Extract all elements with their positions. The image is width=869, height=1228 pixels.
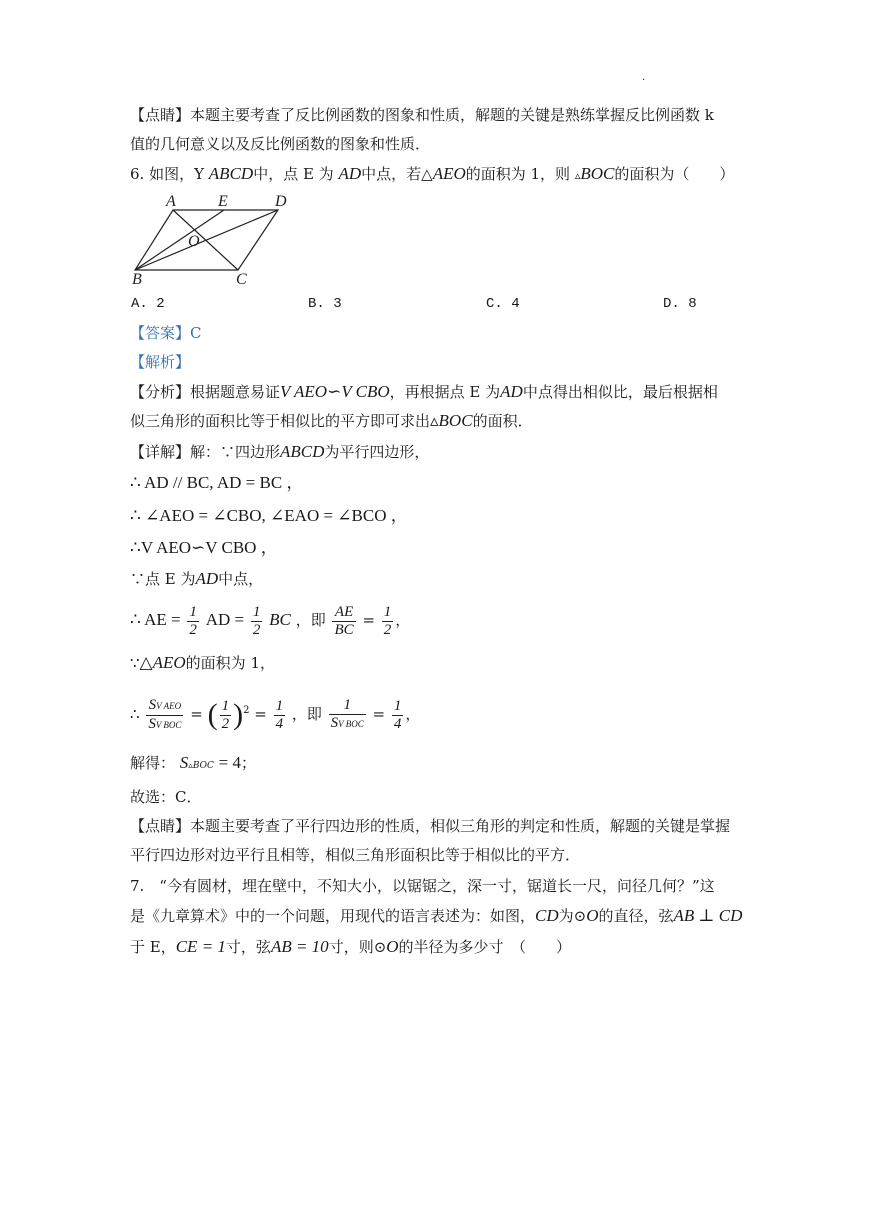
s5c: BC bbox=[269, 610, 291, 629]
s4c: 中点， bbox=[218, 570, 264, 588]
q6-tri: △ bbox=[421, 165, 433, 183]
label-a: A bbox=[166, 193, 176, 210]
parallelogram-figure bbox=[128, 190, 298, 285]
q6-stem bbox=[130, 163, 749, 187]
step-5 bbox=[130, 600, 749, 640]
s4a: ∵点 E 为 bbox=[130, 570, 196, 588]
q7-line-1: 7. “今有圆材，埋在壁中，不知大小，以锯锯之，深一寸，锯道长一尺，问径几何？”这 bbox=[130, 877, 715, 895]
s6a: ∵ bbox=[130, 654, 140, 672]
fenxi-b: ，再根据点 E 为 bbox=[389, 383, 501, 401]
dianjing-line-2: 平行四边形对边平行且相等，相似三角形面积比等于相似比的平方． bbox=[130, 846, 581, 864]
q6-ad: AD bbox=[338, 164, 362, 183]
s8d: ； bbox=[241, 754, 257, 772]
s5d: ，即 bbox=[295, 611, 326, 629]
fenxi-line-2 bbox=[130, 410, 749, 432]
s5g: ， bbox=[395, 611, 411, 629]
frac-one-over-s: $\frac{1}{\text{SV BOC}}$ bbox=[330, 697, 364, 731]
s8sub: ▵BOC bbox=[188, 761, 214, 771]
frac-1: $\frac{1}{2}$ bbox=[189, 603, 197, 638]
fenxi-c: 中点得出相似比，最后根据相 bbox=[522, 383, 718, 401]
header-mark: . bbox=[642, 72, 646, 83]
s7eq2: = bbox=[254, 705, 267, 723]
frac-quarter-2: $\frac{1}{4}$ bbox=[393, 697, 402, 732]
option-a: A. 2 bbox=[131, 296, 165, 312]
step-8 bbox=[130, 752, 749, 777]
frac-2: $\frac{1}{2}$ bbox=[252, 603, 261, 638]
q6-pg: Y bbox=[194, 165, 205, 183]
frac-4: $\frac{1}{2}$ bbox=[383, 603, 392, 638]
step-2: ∴ ∠AEO = ∠CBO, ∠EAO = ∠BCO ， bbox=[130, 506, 408, 525]
frac-3: $\frac{AE}{BC}$ bbox=[334, 603, 354, 638]
xiang-abcd: ABCD bbox=[280, 442, 325, 461]
fenxi-a: 【分析】根据题意易证 bbox=[130, 383, 281, 401]
s7a: ∴ bbox=[130, 705, 140, 723]
q6-boc: BOC bbox=[580, 164, 615, 183]
s5b: AD = bbox=[205, 610, 245, 629]
dianjing-line-1: 【点睛】本题主要考查了平行四边形的性质，相似三角形的判定和性质，解题的关键是掌握 bbox=[130, 817, 731, 835]
label-c: C bbox=[236, 271, 247, 285]
label-o: O bbox=[188, 233, 200, 250]
s5e: = bbox=[362, 611, 376, 629]
q6-text-b: 中，点 E 为 bbox=[253, 165, 334, 183]
label-d: D bbox=[275, 193, 287, 210]
option-c: C. 4 bbox=[486, 296, 520, 312]
answer: 【答案】C bbox=[130, 324, 202, 342]
fenxi-ad: AD bbox=[500, 382, 523, 401]
option-d: D. 8 bbox=[663, 296, 697, 312]
p1-line-2: 值的几何意义以及反比例函数的图象和性质． bbox=[130, 135, 431, 153]
segment-be bbox=[135, 210, 224, 270]
p1-line-1: 【点睛】本题主要考查了反比例函数的图象和性质，解题的关键是熟练掌握反比例函数 k bbox=[130, 106, 714, 124]
step-3: ∴V AEO∽V CBO ， bbox=[130, 538, 278, 557]
q6-tri2: ▵ bbox=[574, 169, 581, 182]
frac-s-ratio: $\frac{\text{SV AEO}}{\text{SV BOC}}$ bbox=[148, 696, 182, 732]
s7mid: ，即 bbox=[291, 705, 322, 723]
fenxi-line-1 bbox=[130, 381, 749, 403]
step-7: ∴ $\frac{\text{SV AEO}}{\text{SV BOC}}$ = ( $\frac{1}{2}$ )$^2$ = $\frac{1}{4}$ ，即 $\frac{1}{\text{SV BOC}}$ = $\frac{1}{4}$ ， bbox=[130, 696, 421, 732]
q6-text-e: 的面积为（ ） bbox=[614, 165, 735, 183]
xiang-line bbox=[130, 441, 749, 463]
q6-text-c: 中点，若 bbox=[361, 165, 422, 183]
s7eq3: = bbox=[372, 705, 386, 723]
step-1: ∴ AD // BC, AD = BC ， bbox=[130, 473, 304, 492]
xiang-b: 为平行四边形， bbox=[324, 443, 430, 461]
q7-line-3: 于 E，CE = 1寸，弦AB = 10寸，则⊙O的半径为多少寸 （ ） bbox=[130, 937, 572, 956]
fenxi-l2c: 的面积． bbox=[472, 412, 533, 430]
frac-half: $\frac{1}{2}$ bbox=[221, 697, 230, 732]
xiang-a: 【详解】解：∵四边形 bbox=[130, 443, 281, 461]
q7-line-2: 是《九章算术》中的一个问题，用现代的语言表述为：如图，CD为⊙O的直径，弦AB ⊥ CD bbox=[130, 906, 743, 925]
fenxi-sim: V AEO∽V CBO bbox=[280, 382, 390, 401]
fenxi-l2a: 似三角形的面积比等于相似比的平方即可求出 bbox=[130, 412, 431, 430]
analysis-head: 【解析】 bbox=[130, 353, 191, 371]
q6-aeo: AEO bbox=[432, 164, 466, 183]
label-e: E bbox=[218, 193, 228, 210]
step-4 bbox=[130, 568, 749, 590]
s6b: △AEO bbox=[139, 653, 186, 672]
step-9: 故选：C． bbox=[130, 788, 202, 806]
step-6 bbox=[130, 652, 749, 674]
s5a: ∴ AE = bbox=[130, 610, 181, 629]
s8b: S bbox=[179, 753, 189, 772]
s4b: AD bbox=[195, 569, 219, 588]
label-b: B bbox=[132, 271, 142, 285]
q6-abcd: ABCD bbox=[208, 164, 254, 183]
q6-num: 6. bbox=[130, 165, 145, 183]
s7pow: 2 bbox=[243, 705, 250, 716]
q6-text-a: 如图， bbox=[149, 165, 195, 183]
q6-text-d: 的面积为 1，则 bbox=[465, 165, 571, 183]
s8c: = 4 bbox=[218, 753, 241, 772]
s8a: 解得： bbox=[130, 754, 176, 772]
fenxi-l2b: ▵BOC bbox=[430, 411, 473, 430]
diagonal-bd bbox=[135, 210, 278, 270]
frac-quarter-1: $\frac{1}{4}$ bbox=[275, 697, 284, 732]
s6c: 的面积为 1， bbox=[185, 654, 275, 672]
s7eq: = bbox=[190, 705, 203, 723]
s7end: ， bbox=[405, 705, 421, 723]
option-b: B. 3 bbox=[308, 296, 342, 312]
